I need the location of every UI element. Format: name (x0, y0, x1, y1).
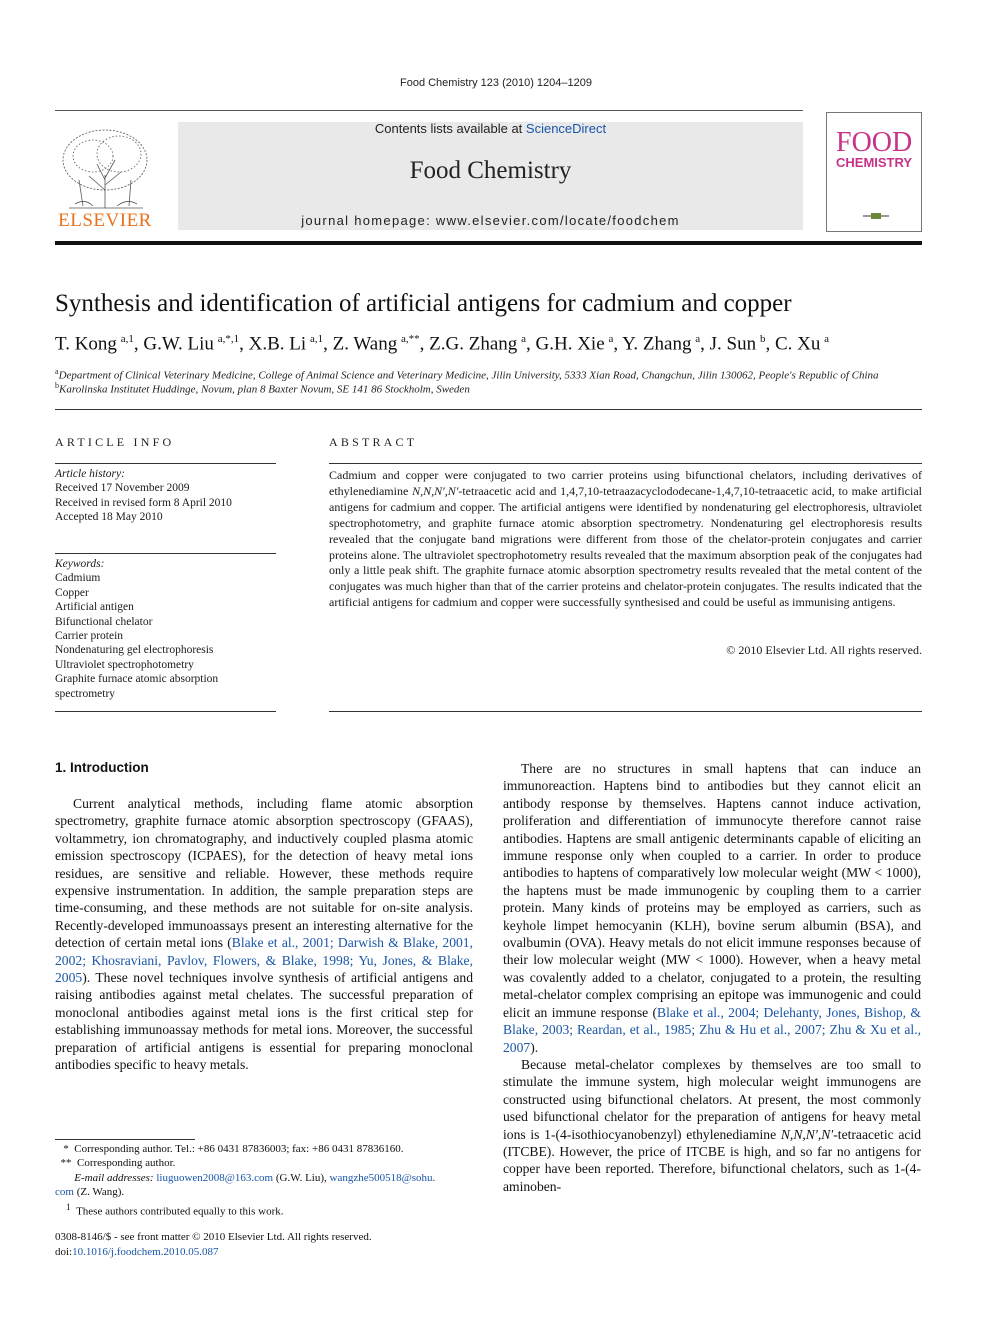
article-history (55, 467, 276, 525)
author-affiliation-mark: a,** (401, 333, 420, 345)
keyword-item: Carrier protein (55, 630, 124, 643)
keyword-item: Copper (55, 586, 89, 599)
journal-title: Food Chemistry (409, 157, 572, 184)
footnote-equal-contribution: $^1$ These authors contributed equally to this work. (66, 1201, 284, 1218)
author-name: Z. Wang (332, 333, 398, 355)
author-name: T. Kong (55, 333, 117, 355)
author-affiliation-mark: a,1 (309, 333, 324, 345)
keyword-item: Artificial antigen (55, 601, 134, 614)
author-name: Y. Zhang (622, 333, 692, 355)
author-affiliation-mark: a (695, 333, 701, 345)
issn-doi-block (55, 1230, 372, 1260)
intro-column-2 (503, 760, 921, 1195)
author-name: G.W. Liu (143, 333, 214, 355)
history-received: Received 17 November 2009 (55, 482, 190, 495)
citation-link[interactable]: Blake et al., 2001; Darwish & Blake, 2001, 2002; Khosraviani, Pavlov, Flowers, & Blake, 1998; Yu, Jones, & Blake, 2005 (55, 935, 474, 986)
author-name: G.H. Xie (535, 333, 605, 355)
email-link[interactable]: wangzhe500518@sohu. (329, 1171, 436, 1184)
article-info-rule (55, 463, 276, 464)
keyword-item: Graphite furnace atomic absorption (55, 673, 219, 686)
footnote-rule (55, 1139, 195, 1140)
journal-cover (826, 112, 922, 232)
article-info-heading: ARTICLE INFO (55, 435, 175, 449)
author-affiliation-mark: a,1 (120, 333, 134, 345)
abstract-copyright: © 2010 Elsevier Ltd. All rights reserved. (726, 643, 922, 657)
doi-link[interactable]: 10.1016/j.foodchem.2010.05.087 (72, 1246, 219, 1258)
keyword-item: Cadmium (55, 572, 101, 585)
affiliation-b: $^b$Karolinska Institutet Huddinge, Novum, plan 8 Baxter Novum, SE 141 86 Stockholm, Sweden (55, 381, 470, 396)
footnote-corresponding-1: * Corresponding author. Tel.: +86 0431 87836003; fax: +86 0431 87836160. (63, 1143, 404, 1155)
footnote-emails: E-mail addresses: liuguowen2008@163.com (G.W. Liu), wangzhe500518@sohu. (74, 1171, 436, 1184)
history-revised: Received in revised form 8 April 2010 (55, 496, 232, 509)
intro-paragraph-2: There are no structures in small haptens that can induce an immunoreaction. Haptens bind to antibodies but they cannot elicit an antibody response by themselves. Haptens cannot induce activation, proliferation and differentiation of immunocyte therefore cannot raise antibodies. Haptens are small antigenic determinants capable of eliciting an immune response only when coupled to a carrier. In order to produce antibodies to haptens of comparatively low molecular weight (MW < 1000), the haptens must be made immunogenic by coupling them to a carrier protein. Many kinds of proteins may be employed as carriers, such as keyhole limpet hemocyanin (KLH), bovine serum albumin (BSA), and ovalbumin (OVA). Heavy metals do not elicit immune responses because of their low molecular weight (MW < 1000). However, when a heavy metal was covalently added to a chelator, conjugated to a protein, the resulting metal-chelator complex comprising an epitope was immunogenic and could elicit an immune response (Blake et al., 2004; Delehanty, Jones, Bishop, & Blake, 2003; Reardan, et al., 1985; Zhu & Hu et al., 2007; Zhu & Xu et al., 2007). (503, 761, 922, 1055)
footnote-corresponding-2: ** Corresponding author. (60, 1157, 176, 1170)
article-info-bottom-rule (55, 711, 276, 712)
paper-title: Synthesis and identification of artificial antigens for cadmium and copper (55, 290, 792, 317)
sciencedirect-link[interactable]: ScienceDirect (525, 121, 607, 136)
keyword-item: Bifunctional chelator (55, 615, 153, 628)
header-thick-rule (55, 241, 922, 245)
author-list: T. Kong $^{a,1}$, G.W. Liu $^{a,*,1}$, X.B. Li $^{a,1}$, Z. Wang $^{a,**}$, Z.G. Zhang $^a$, G.H. Xie $^a$, Y. Zhang $^a$, J. Sun $^b$, C. Xu $^a$ (55, 333, 830, 355)
intro-paragraph-3: Because metal-chelator complexes by themselves are too small to stimulate the immune system, high molecular weight immunogens are constructed using bifunctional chelators. At present, the most commonly used bifunctional chelator for the preparation of antigens for heavy metal ions is 1-(4-isothiocyanobenzyl) ethylenediamine N,N,N′,N′-tetraacetic acid (ITCBE). However, the price of ITCBE is high, and so far no antigens for copper have been reported. Therefore, bifunctional chelators, such as 1-(4-aminoben- (503, 1056, 922, 1194)
contents-prefix: Contents lists available at (374, 121, 526, 136)
keyword-item: Nondenaturing gel electrophoresis (55, 644, 214, 657)
history-accepted: Accepted 18 May 2010 (55, 511, 163, 524)
author-affiliation-mark: a (608, 333, 614, 345)
affiliation-a: $^a$Department of Clinical Veterinary Medicine, College of Animal Science and Veterinary Medicine, Jilin University, 5333 Xian Road, Changchun, Jilin 130062, People's Republic of China (55, 367, 879, 382)
author-affiliation-mark: a,*,1 (217, 333, 240, 345)
abstract-heading: ABSTRACT (329, 435, 418, 449)
history-label: Article history: (55, 468, 125, 480)
author-affiliation-mark: a (521, 333, 526, 345)
author-name: Z.G. Zhang (429, 333, 518, 355)
issn-line: 0308-8146/$ - see front matter © 2010 Elsevier Ltd. All rights reserved. (55, 1231, 372, 1243)
author-name: J. Sun (709, 333, 757, 355)
contents-line (178, 121, 803, 136)
footnote-emails-cont: com (Z. Wang). (55, 1186, 125, 1199)
keywords-label: Keywords: (55, 558, 105, 570)
email-link-cont[interactable]: com (55, 1186, 74, 1199)
citation-link[interactable]: Blake et al., 2004; Delehanty, Jones, Bishop, & Blake, 2003; Reardan, et al., 1985; Zhu & Hu et al., 2007; Zhu & Xu et al., 2007 (503, 1004, 922, 1055)
cover-publisher-mark-icon (863, 213, 889, 219)
author-name: X.B. Li (248, 333, 307, 355)
keyword-item: spectrometry (55, 687, 116, 700)
affiliation-rule (55, 409, 922, 410)
journal-citation: Food Chemistry 123 (2010) 1204–1209 (399, 77, 592, 89)
cover-title-food: FOOD (836, 127, 913, 158)
introduction-heading: 1. Introduction (55, 760, 149, 775)
header-rule (55, 110, 803, 111)
author-affiliation-mark: a (824, 333, 830, 345)
doi-line: doi:10.1016/j.foodchem.2010.05.087 (55, 1246, 219, 1258)
author-name: C. Xu (774, 333, 821, 355)
keywords-list (55, 557, 276, 701)
cover-title-chemistry: CHEMISTRY (836, 155, 913, 170)
abstract-bottom-rule (329, 711, 922, 712)
abstract-body: Cadmium and copper were conjugated to two carrier proteins using bifunctional chelators, including derivatives of ethylenediamine N,N,N′,N′-tetraacetic acid and 1,4,7,10-tetraazacyclododecane-1,4,7,10-tetraacetic acid, to make artificial antigens for cadmium and copper. The artificial antigens were identified by nondenaturing gel electrophoresis, ultraviolet spectrophotometry, and graphite furnace atomic absorption spectrometry. Nondenaturing gel electrophoresis results revealed that the conjugate band migrations were different from those of the chelator-protein conjugates and carrier proteins alone. The ultraviolet spectrophotometry results revealed that the maximum absorption peak of the conjugates had only a little peak shift. The graphite furnace atomic absorption spectrometry results revealed that the metal content of the conjugates was much higher than that of the carrier proteins and chelator-protein conjugates. The results indicated that the artificial antigens for cadmium and copper were successfully synthesised and could be useful as immunising antigens. (329, 468, 922, 610)
email-link[interactable]: liuguowen2008@163.com (156, 1171, 274, 1184)
keyword-item: Ultraviolet spectrophotometry (55, 658, 194, 671)
journal-homepage[interactable]: journal homepage: www.elsevier.com/locate/foodchem (301, 213, 680, 228)
keywords-rule (55, 553, 276, 554)
elsevier-wordmark: ELSEVIER (58, 210, 152, 231)
intro-paragraph-1: Current analytical methods, including flame atomic absorption spectrometry, graphite furnace atomic absorption spectroscopy (GFAAS), voltammetry, ion chromatography, and inductively coupled plasma atomic emission spectroscopy (ICPAES), for the detection of heavy metal ions residues, are sensitive and reliable. However, these methods require expensive instrumentation. In addition, the sample preparation steps are time-consuming, and these methods are not suitable for on-site analysis. Recently-developed immunoassays present an interesting alternative for the detection of certain metal ions (Blake et al., 2001; Darwish & Blake, 2001, 2002; Khosraviani, Pavlov, Flowers, & Blake, 1998; Yu, Jones, & Blake, 2005). These novel techniques involve synthesis of artificial antigens and raising antibodies against metal chelates. The successful preparation of monoclonal antibodies against metal ions is the first critical step for establishing immunoassay methods for metal ions. Moreover, the successful preparation of artificial antigens is essential for preparing monoclonal antibodies specific to heavy metals. (55, 796, 474, 1073)
abstract-rule (329, 463, 922, 464)
author-affiliation-mark: b (759, 333, 766, 345)
footnotes (55, 1142, 473, 1219)
